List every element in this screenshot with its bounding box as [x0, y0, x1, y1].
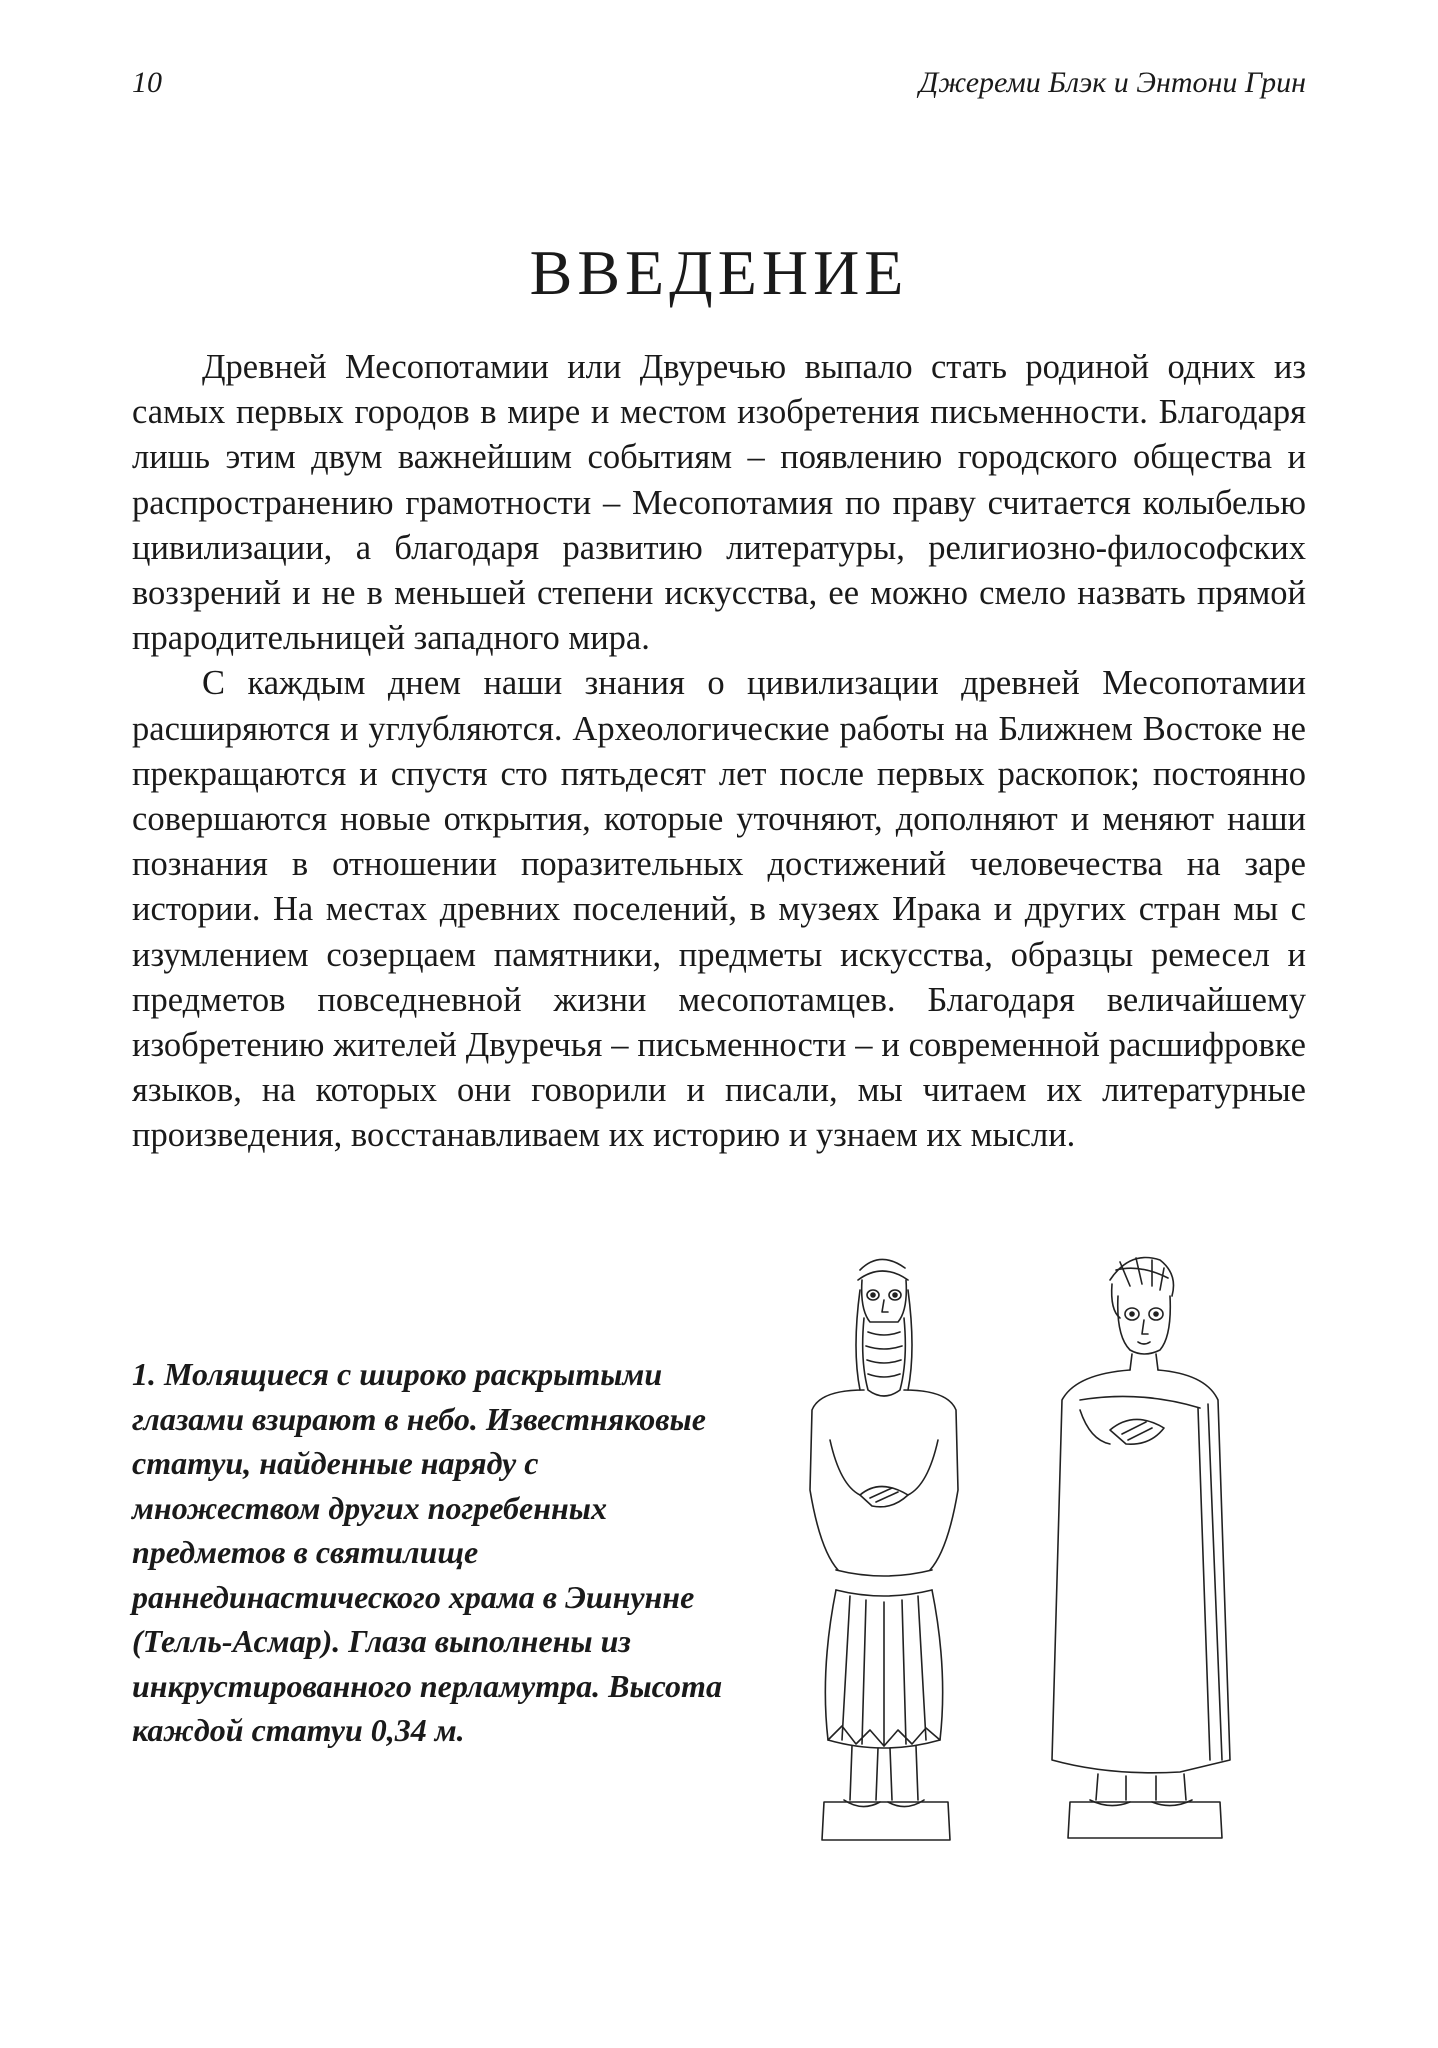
chapter-title: ВВЕДЕНИЕ	[529, 237, 909, 308]
figure-illustration	[780, 1240, 1320, 1860]
male-statue	[810, 1259, 958, 1840]
paragraph: С каждым днем наши знания о цивилизации древней Месопотамии расширяются и углубляются. Археологические работы на Ближнем Востоке не прекращаются и спустя сто пятьдесят лет после первых раскопок; постоянно совершаются новые открытия, которые уточняют, дополняют и меняют наши познания в отношении поразительных достижений человечества на заре истории. На местах древних поселений, в музеях Ирака и других стран мы с изумлением созерцаем памятники, предметы искусства, образцы ремесел и предметов повседневной жизни месопотамцев. Благодаря величайшему изобретению жителей Двуречья – письменности – и современной расшифровке языков, на которых они говорили и писали, мы читаем их литературные произведения, восстанавливаем их историю и узнаем их мысли.	[132, 664, 1306, 1155]
figure-caption: 1. Молящиеся с широко раскрытыми глазами взирают в небо. Известняковые статуи, найденные наряду с множеством других погребенных предметов в святилище раннединастического храма в Эшнунне (Телль-Асмар). Глаза выполнены из инкрустированного перламутра. Высота каждой статуи 0,34 м.	[132, 1356, 722, 1748]
running-title: Джереми Блэк и Энтони Грин	[919, 66, 1306, 99]
body-text	[132, 345, 1306, 1159]
statues-drawing	[780, 1240, 1320, 1860]
page-number: 10	[132, 66, 162, 99]
running-head	[132, 66, 1306, 106]
paragraph: Древней Месопотамии или Двуречью выпало стать родиной одних из самых первых городов в мире и местом изобретения письменности. Благодаря лишь этим двум важнейшим событиям – появлению городского общества и распространению грамотности – Месопотамия по праву считается колыбелью цивилизации, а благодаря развитию литературы, религиозно-философских воззрений и не в меньшей степени искусства, ее можно смело назвать прямой прародительницей западного мира.	[132, 348, 1306, 658]
female-statue	[1052, 1258, 1230, 1839]
